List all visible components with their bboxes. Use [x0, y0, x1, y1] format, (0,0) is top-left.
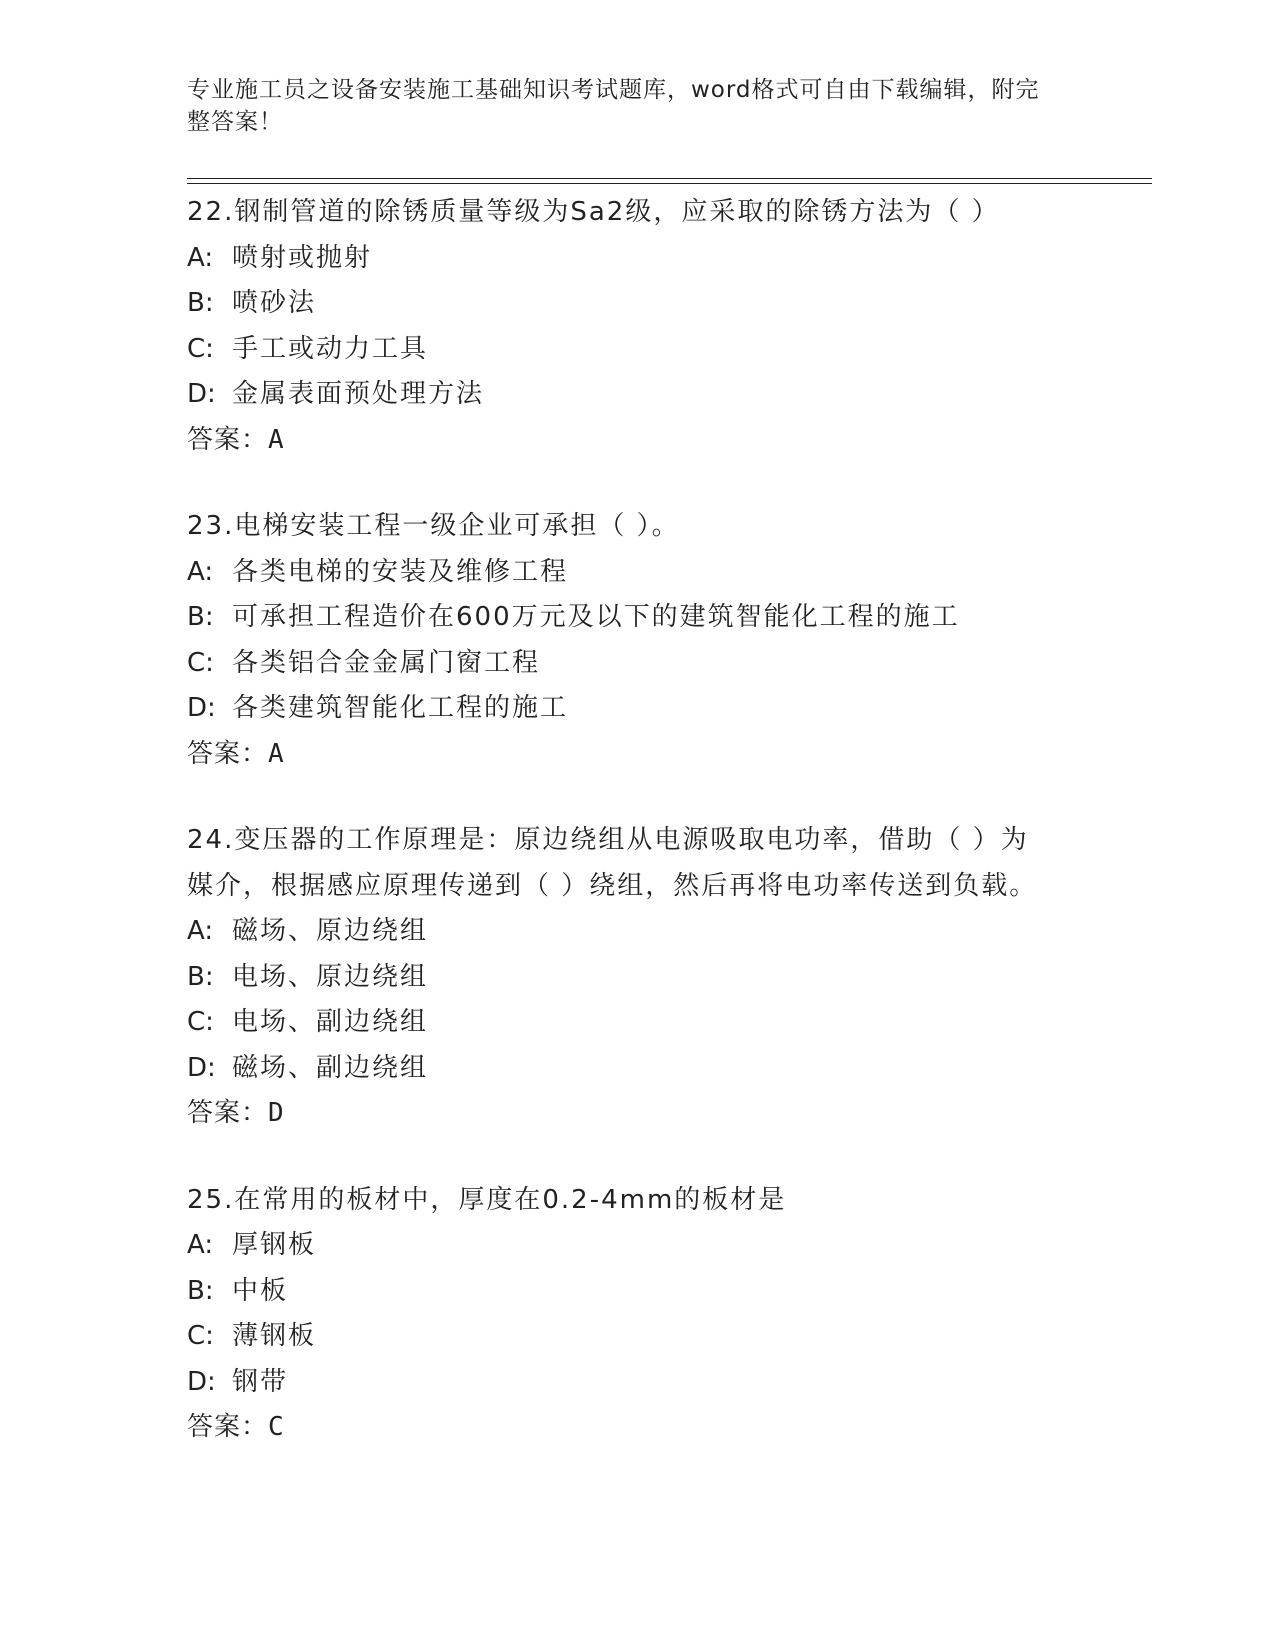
option-row — [187, 236, 1087, 282]
answer-label: 答案： — [187, 1098, 269, 1128]
option-text: 各类铝合金金属门窗工程 — [232, 647, 541, 678]
option-row — [187, 1269, 1087, 1315]
question-block — [187, 1178, 1087, 1451]
document-header — [187, 74, 1067, 138]
option-text: 厚钢板 — [232, 1230, 317, 1260]
option-text: 磁场、副边绕组 — [232, 1052, 429, 1083]
option-label: D: — [187, 379, 216, 409]
answer-line — [187, 418, 1087, 464]
option-row — [187, 1000, 1087, 1046]
option-label: B: — [187, 602, 214, 632]
answer-label: 答案： — [187, 424, 269, 455]
question-stem: 媒介，根据感应原理传递到（ ）绕组，然后再将电功率传送到负载。 — [187, 870, 1038, 901]
option-row — [187, 327, 1087, 373]
option-row — [187, 1223, 1087, 1269]
header-line-2: 整答案！ — [187, 109, 283, 135]
answer-value: D — [268, 1098, 285, 1128]
answer-label: 答案： — [187, 738, 269, 769]
question-stem: 24.变压器的工作原理是：原边绕组从电源吸取电功率，借助（ ）为 — [187, 825, 1029, 855]
option-row — [187, 955, 1087, 1001]
answer-label: 答案： — [187, 1412, 269, 1442]
option-label: C: — [187, 333, 214, 364]
option-label: C: — [187, 1007, 214, 1037]
option-text: 各类建筑智能化工程的施工 — [232, 693, 569, 723]
option-text: 喷砂法 — [232, 288, 317, 318]
option-text: 中板 — [232, 1275, 289, 1306]
option-label: C: — [187, 1321, 214, 1351]
option-text: 金属表面预处理方法 — [232, 379, 485, 409]
option-row — [187, 1046, 1087, 1092]
answer-line — [187, 1091, 1087, 1137]
question-stem: 22.钢制管道的除锈质量等级为Sa2级，应采取的除锈方法为（ ） — [187, 197, 1000, 227]
option-text: 电场、副边绕组 — [232, 1007, 429, 1037]
header-divider-bottom — [187, 183, 1152, 184]
option-row — [187, 550, 1087, 596]
question-stem: 25.在常用的板材中，厚度在0.2-4mm的板材是 — [187, 1184, 787, 1215]
option-label: C: — [187, 647, 214, 678]
option-row — [187, 686, 1087, 732]
option-row — [187, 281, 1087, 327]
option-label: D: — [187, 1052, 216, 1083]
answer-value: A — [268, 424, 285, 455]
option-row — [187, 909, 1087, 955]
option-label: B: — [187, 1275, 214, 1306]
header-line-1: 专业施工员之设备安装施工基础知识考试题库，word格式可自由下载编辑，附完 — [187, 77, 1040, 103]
option-label: B: — [187, 288, 214, 318]
option-text: 钢带 — [232, 1366, 289, 1397]
option-text: 薄钢板 — [232, 1321, 317, 1351]
option-text: 各类电梯的安装及维修工程 — [232, 556, 569, 587]
option-label: D: — [187, 1366, 216, 1397]
option-label: A: — [187, 916, 214, 946]
option-label: A: — [187, 1230, 214, 1260]
option-row — [187, 1360, 1087, 1406]
header-divider-top — [187, 178, 1152, 179]
question-stem: 23.电梯安装工程一级企业可承担（ ）。 — [187, 511, 680, 541]
answer-line — [187, 1405, 1087, 1451]
option-label: D: — [187, 693, 216, 723]
option-label: A: — [187, 556, 214, 587]
question-list — [187, 190, 1087, 1492]
question-block — [187, 190, 1087, 463]
option-text: 喷射或抛射 — [232, 242, 373, 273]
question-block — [187, 818, 1087, 1137]
option-row — [187, 1314, 1087, 1360]
option-label: B: — [187, 961, 214, 992]
question-block — [187, 504, 1087, 777]
option-text: 手工或动力工具 — [232, 333, 429, 364]
option-row — [187, 641, 1087, 687]
answer-line — [187, 732, 1087, 778]
answer-value: C — [268, 1412, 285, 1442]
option-label: A: — [187, 242, 214, 273]
option-row — [187, 372, 1087, 418]
answer-value: A — [268, 738, 285, 769]
option-text: 磁场、原边绕组 — [232, 916, 429, 946]
option-text: 可承担工程造价在600万元及以下的建筑智能化工程的施工 — [232, 602, 960, 632]
option-row — [187, 595, 1087, 641]
option-text: 电场、原边绕组 — [232, 961, 429, 992]
